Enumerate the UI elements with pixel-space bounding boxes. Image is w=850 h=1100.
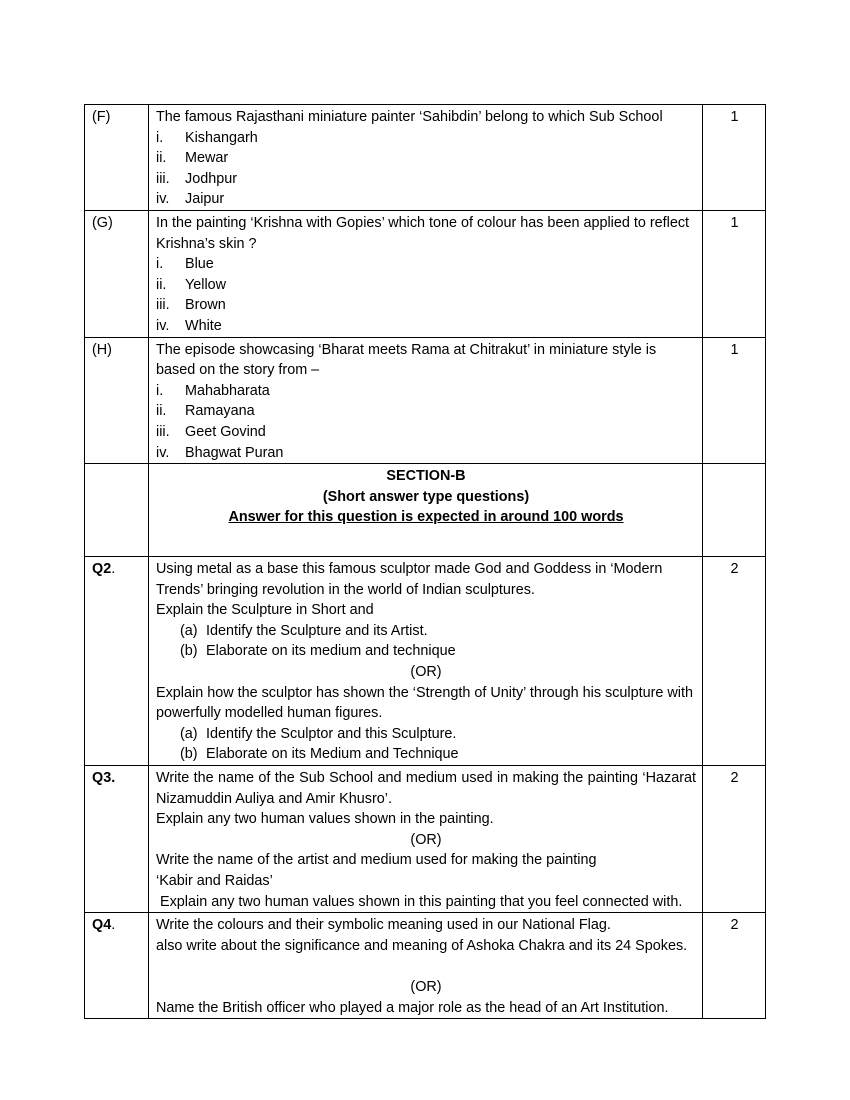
question-number: (G) — [85, 210, 149, 337]
question-body — [149, 557, 703, 766]
option — [156, 295, 696, 316]
question-text: Write the colours and their symbolic meaning used in our National Flag. — [156, 917, 611, 934]
option-number: i. — [156, 256, 164, 273]
question-text: Explain any two human values shown in this painting that you feel connected with. — [156, 893, 683, 910]
question-number-dot: . — [111, 917, 116, 934]
option-text: Mahabharata — [185, 382, 270, 399]
question-number: (F) — [85, 105, 149, 211]
question-row-q2 — [85, 557, 766, 766]
option-text: Yellow — [185, 276, 227, 293]
question-text: ‘Kabir and Raidas’ — [156, 873, 273, 889]
option-text: Kishangarh — [185, 129, 258, 146]
sub-question — [156, 621, 696, 642]
question-text: The famous Rajasthani miniature painter ‘Sahibdin’ belong to which Sub School — [156, 109, 663, 125]
sub-question-text: Elaborate on its medium and technique — [206, 643, 456, 660]
question-text: The episode showcasing ‘Bharat meets Rama at Chitrakut’ in miniature style is based on the story from – — [156, 341, 657, 379]
question-number — [85, 557, 149, 766]
section-title: SECTION-B — [386, 468, 466, 485]
question-body — [149, 337, 703, 464]
option — [156, 189, 696, 210]
empty-cell — [85, 464, 149, 557]
question-row-q3 — [85, 766, 766, 913]
question-table — [84, 104, 766, 1019]
sub-question-number: (a) — [180, 622, 198, 639]
question-number: (H) — [85, 337, 149, 464]
option — [156, 401, 696, 422]
question-row-f — [85, 105, 766, 211]
option-text: Brown — [185, 297, 226, 314]
sub-question-text: Identify the Sculpture and its Artist. — [206, 622, 428, 639]
question-number — [85, 913, 149, 1019]
sub-question-number: (b) — [180, 746, 198, 763]
sub-question-number: (a) — [180, 725, 198, 742]
option-number: iv. — [156, 191, 170, 208]
blank-line — [156, 956, 696, 977]
sub-question-text: Identify the Sculptor and this Sculpture. — [206, 725, 457, 742]
option-number: ii. — [156, 403, 167, 420]
empty-cell — [703, 464, 766, 557]
option-number: iii. — [156, 297, 170, 314]
question-body — [149, 210, 703, 337]
option-number: iv. — [156, 317, 170, 334]
sub-question — [156, 641, 696, 662]
question-row-q4 — [85, 913, 766, 1019]
question-marks: 2 — [703, 913, 766, 1019]
option-text: Bhagwat Puran — [185, 444, 284, 461]
option — [156, 128, 696, 149]
sub-question-text: Elaborate on its Medium and Technique — [206, 746, 459, 763]
option-number: iii. — [156, 170, 170, 187]
option — [156, 381, 696, 402]
question-text: Explain any two human values shown in the painting. — [156, 811, 494, 828]
option-text: Mewar — [185, 150, 229, 167]
question-text: In the painting ‘Krishna with Gopies’ which tone of colour has been applied to reflect Krishna’s skin ? — [156, 214, 690, 252]
section-subtitle: (Short answer type questions) — [322, 488, 530, 505]
option — [156, 254, 696, 275]
option-number: i. — [156, 382, 164, 399]
option-number: iv. — [156, 444, 170, 461]
option — [156, 443, 696, 464]
question-marks: 1 — [703, 105, 766, 211]
or-separator: (OR) — [410, 831, 442, 848]
question-body — [149, 913, 703, 1019]
option-text: Jodhpur — [185, 170, 238, 187]
question-number: Q3. — [85, 766, 149, 913]
question-text: Write the name of the Sub School and medium used in making the painting ‘Hazarat Nizamuddin Auliya and Amir Khusro’. — [156, 770, 696, 807]
question-text: Name the British officer who played a major role as the head of an Art Institution. — [156, 999, 669, 1016]
question-number-label: Q4 — [92, 917, 112, 934]
sub-question — [156, 744, 696, 765]
option-text: Jaipur — [185, 191, 225, 208]
option-text: Ramayana — [185, 403, 255, 420]
question-row-h — [85, 337, 766, 464]
option — [156, 275, 696, 296]
option — [156, 169, 696, 190]
option-text: Geet Govind — [185, 423, 266, 440]
option — [156, 316, 696, 337]
question-text: Using metal as a base this famous sculptor made God and Goddess in ‘Modern Trends’ bringing revolution in the world of Indian sculptures. — [156, 561, 663, 598]
or-separator: (OR) — [410, 978, 442, 995]
option-text: Blue — [185, 256, 214, 273]
or-separator: (OR) — [410, 664, 442, 681]
option-number: iii. — [156, 423, 170, 440]
question-text: Write the name of the artist and medium used for making the painting — [156, 852, 597, 869]
question-text: Explain the Sculpture in Short and — [156, 602, 374, 619]
option-number: ii. — [156, 150, 167, 167]
option-number: i. — [156, 129, 164, 146]
question-body — [149, 105, 703, 211]
sub-question-number: (b) — [180, 643, 198, 660]
question-marks: 2 — [703, 557, 766, 766]
question-body — [149, 766, 703, 913]
question-marks: 1 — [703, 337, 766, 464]
question-marks: 2 — [703, 766, 766, 913]
sub-question — [156, 724, 696, 745]
question-number-dot: . — [111, 561, 116, 578]
option — [156, 148, 696, 169]
section-b-header — [149, 464, 703, 557]
section-b-row — [85, 464, 766, 557]
option — [156, 422, 696, 443]
option-text: White — [185, 317, 222, 334]
section-note: Answer for this question is expected in around 100 words — [228, 509, 624, 526]
option-number: ii. — [156, 276, 167, 293]
question-row-g — [85, 210, 766, 337]
question-text: also write about the significance and meaning of Ashoka Chakra and its 24 Spokes. — [156, 937, 688, 954]
question-text: Explain how the sculptor has shown the ‘Strength of Unity’ through his sculpture with powerfully modelled human figures. — [156, 684, 694, 722]
question-marks: 1 — [703, 210, 766, 337]
question-number-label: Q2 — [92, 561, 112, 578]
